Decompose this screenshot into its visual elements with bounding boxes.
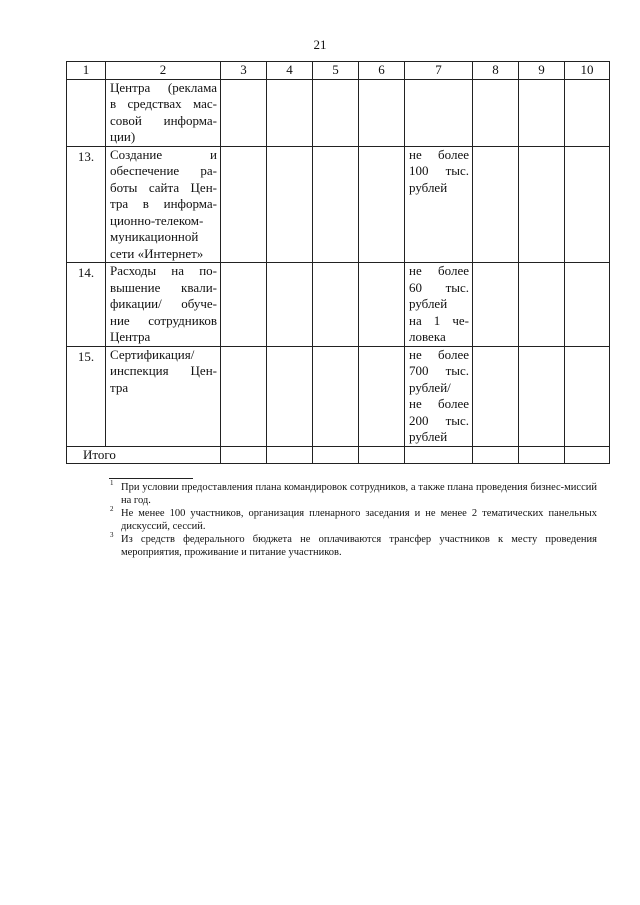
empty-cell xyxy=(359,263,405,347)
empty-cell xyxy=(473,446,519,464)
cell-text-line: Центра (реклама xyxy=(110,79,217,95)
empty-cell xyxy=(267,79,313,146)
empty-cell xyxy=(267,346,313,446)
empty-cell xyxy=(473,263,519,347)
column-header: 6 xyxy=(359,62,405,80)
footnote-divider xyxy=(109,478,193,479)
cell-text-line: 60 тыс. xyxy=(409,279,469,295)
column-header: 5 xyxy=(313,62,359,80)
empty-cell xyxy=(221,446,267,464)
cell-text-line: совой информа- xyxy=(110,112,217,128)
cell-text-line: вышение квали- xyxy=(110,279,217,295)
cell-text-line: Сертификация/ xyxy=(110,346,195,362)
empty-cell xyxy=(565,263,610,347)
cell-text-line: обеспечение ра- xyxy=(110,163,217,178)
table-row xyxy=(67,146,610,263)
column-header: 3 xyxy=(221,62,267,80)
empty-cell xyxy=(359,146,405,263)
cell-text-line: не более xyxy=(409,263,469,278)
empty-cell xyxy=(359,79,405,146)
cell-text-line: сети «Интернет» xyxy=(110,245,204,261)
header-row xyxy=(67,62,610,80)
empty-cell xyxy=(313,146,359,263)
cell-text-line: Расходы на по- xyxy=(110,263,217,278)
row-number-cell: 13. xyxy=(67,146,106,263)
empty-cell xyxy=(473,79,519,146)
cell-text-line: ционно-телеком- xyxy=(110,212,204,228)
empty-cell xyxy=(267,146,313,263)
column-header: 4 xyxy=(267,62,313,80)
empty-cell xyxy=(473,346,519,446)
footnote-mark: 3 xyxy=(110,531,114,539)
cell-text-line: Создание и xyxy=(110,146,217,162)
empty-cell xyxy=(313,263,359,347)
cell-text-line: Центра xyxy=(110,329,151,344)
cell-text-line: 200 тыс. xyxy=(409,412,469,428)
cell-text-line: фикации/ обуче- xyxy=(110,296,217,311)
item-name-cell xyxy=(106,146,221,263)
footnote-text: Из средств федерального бюджета не оплачиваются трансфер участников к месту проведения мероприятия, проживание и питание участников. xyxy=(121,534,597,558)
footnote xyxy=(109,507,597,533)
cell-text-line: рублей/ xyxy=(409,379,451,395)
table-row-continuation xyxy=(67,79,610,146)
empty-cell xyxy=(565,346,610,446)
column-header: 1 xyxy=(67,62,106,80)
empty-cell xyxy=(519,79,565,146)
empty-cell xyxy=(313,446,359,464)
empty-cell xyxy=(473,146,519,263)
column-header: 9 xyxy=(519,62,565,80)
cell-text-line: боты сайта Цен- xyxy=(110,179,217,195)
column-header: 10 xyxy=(565,62,610,80)
table-row xyxy=(67,346,610,446)
cell-text-line: инспекция Цен- xyxy=(110,363,217,378)
cell-text-line: 700 тыс. xyxy=(409,363,469,378)
cell-text-line: не более xyxy=(409,396,469,411)
row-number-cell: 15. xyxy=(67,346,106,446)
footnotes xyxy=(109,478,597,559)
total-label: Итого xyxy=(67,446,221,464)
row-number-cell: 14. xyxy=(67,263,106,347)
item-name-cell xyxy=(106,346,221,446)
empty-cell xyxy=(359,446,405,464)
empty-cell xyxy=(405,446,473,464)
column-header: 8 xyxy=(473,62,519,80)
cell-text-line: в средствах мас- xyxy=(110,96,217,111)
column-header: 7 xyxy=(405,62,473,80)
cell-text-line: тра в информа- xyxy=(110,196,217,211)
cell-text-line: рублей xyxy=(409,179,448,195)
cost-limit-cell xyxy=(405,346,473,446)
item-name-cell xyxy=(106,79,221,146)
empty-cell xyxy=(267,263,313,347)
cell-text-line: ции) xyxy=(110,129,136,144)
empty-cell xyxy=(313,346,359,446)
empty-cell xyxy=(313,79,359,146)
cell-text-line: ние сотрудников xyxy=(110,312,217,328)
cell-text-line: муникационной xyxy=(110,229,199,244)
cell-text-line: не более xyxy=(409,146,469,162)
empty-cell xyxy=(565,79,610,146)
empty-cell xyxy=(221,346,267,446)
footnote xyxy=(109,533,597,559)
empty-cell xyxy=(565,146,610,263)
cost-limit-cell xyxy=(405,146,473,263)
empty-cell xyxy=(267,446,313,464)
item-name-cell xyxy=(106,263,221,347)
cost-limit-cell xyxy=(405,263,473,347)
cell-text-line: не более xyxy=(409,346,469,362)
empty-cell xyxy=(221,79,267,146)
footnote-text: Не менее 100 участников, организация пленарного заседания и не менее 2 тематических панельных дискуссий, сессий. xyxy=(121,508,597,532)
empty-cell xyxy=(359,346,405,446)
empty-cell xyxy=(405,79,473,146)
cell-text-line: на 1 че- xyxy=(409,312,469,328)
cell-text-line: ловека xyxy=(409,329,446,344)
column-header: 2 xyxy=(106,62,221,80)
total-row xyxy=(67,446,610,464)
cell-text-line: 100 тыс. xyxy=(409,163,469,178)
empty-cell xyxy=(519,146,565,263)
cell-text-line: рублей xyxy=(409,296,448,311)
table-row xyxy=(67,263,610,347)
cell-text-line: рублей xyxy=(409,429,448,444)
cell-text-line: тра xyxy=(110,379,129,395)
footnote-text: При условии предоставления плана командировок сотрудников, а также плана проведения бизнес-миссий на год. xyxy=(121,482,597,506)
empty-cell xyxy=(221,146,267,263)
empty-cell xyxy=(519,446,565,464)
empty-cell xyxy=(519,263,565,347)
footnote-mark: 1 xyxy=(110,479,114,487)
empty-cell xyxy=(565,446,610,464)
footnote-mark: 2 xyxy=(110,505,114,513)
page-number: 21 xyxy=(313,37,327,52)
row-number-cell xyxy=(67,79,106,146)
expense-table xyxy=(66,61,610,464)
empty-cell xyxy=(221,263,267,347)
footnote xyxy=(109,481,597,507)
empty-cell xyxy=(519,346,565,446)
